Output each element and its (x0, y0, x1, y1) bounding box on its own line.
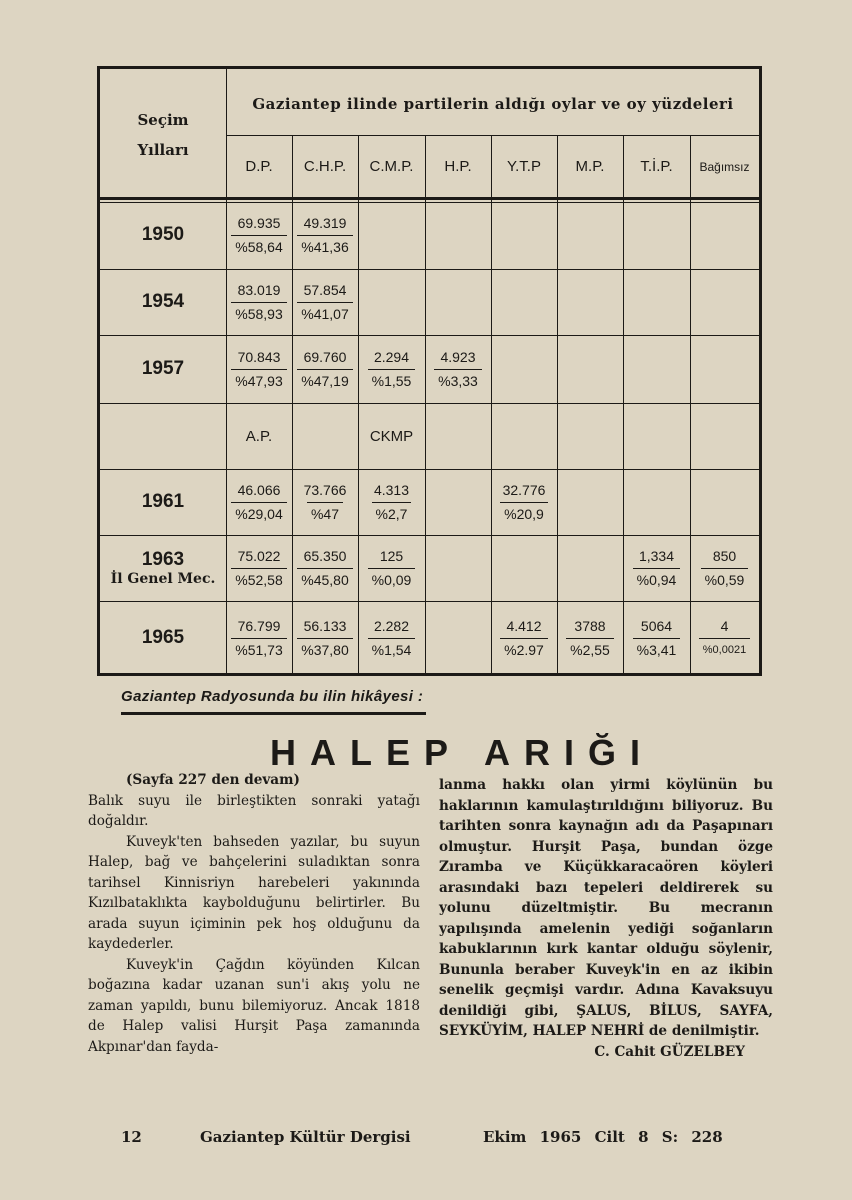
vote-count: 4.412 (506, 617, 542, 634)
party-header: C.M.P. (369, 158, 414, 175)
party-rename-ckmp: CKMP (369, 427, 414, 445)
table-rule (226, 69, 227, 673)
issue-info: Ekim 1965 Cilt 8 S: 228 (483, 1128, 723, 1146)
page-number: 12 (121, 1128, 142, 1146)
vote-cell (292, 201, 358, 269)
vote-cell (623, 535, 690, 601)
table-rule (623, 135, 624, 673)
vote-count: 75.022 (237, 547, 281, 564)
election-year: 1961 (141, 491, 185, 512)
vote-count: 4.923 (440, 348, 476, 365)
vote-cell (690, 601, 759, 675)
election-year: 1963 (141, 549, 185, 570)
article-paragraph: Kuveyk'in Çağdın köyünden Kılcan boğazına kadar uzanan sun'i akış yolu ne zaman yapıldı, bunu bilemiyoruz. Ancak 1818 de Halep valisi Hurşit Paşa zamanında Akpınar'dan fayda- (88, 956, 420, 1055)
vote-count: 57.854 (303, 281, 347, 298)
vote-percentage: %2,55 (566, 638, 614, 662)
section-underline (121, 712, 426, 715)
vote-percentage: %45,80 (297, 568, 352, 592)
election-year-cell (100, 269, 226, 335)
vote-percentage: %51,73 (231, 638, 286, 662)
vote-cell (226, 535, 292, 601)
year-column-header (100, 69, 226, 201)
election-type: İl Genel Mec. (110, 571, 216, 587)
vote-cell (358, 335, 425, 403)
table-rule (690, 135, 691, 673)
election-year: 1957 (141, 358, 185, 379)
vote-count: 73.766 (303, 481, 347, 498)
vote-count: 5064 (640, 617, 673, 634)
vote-cell (358, 535, 425, 601)
table-title-cell (228, 73, 758, 135)
author-signature: C. Cahit GÜZELBEY (594, 1043, 745, 1060)
party-header: C.H.P. (303, 158, 347, 175)
party-header: Bağımsız (699, 159, 750, 174)
year-header-line2: Yılları (137, 141, 189, 159)
table-rule (491, 135, 492, 673)
vote-count: 1,334 (638, 547, 675, 564)
vote-count: 69.760 (303, 348, 347, 365)
vote-cell (292, 335, 358, 403)
vote-percentage: %2.97 (500, 638, 548, 662)
vote-cell (226, 201, 292, 269)
vote-percentage: %3,33 (434, 369, 482, 393)
vote-count: 3788 (574, 617, 606, 634)
article-paragraph: lanma hakkı olan yirmi köylünün bu haklarının kamulaştırıldığını biliyoruz. Bu tarihten sonra kaynağın adı da Paşapınarı olmuştur. Hurşit Paşa, bundan özge Zıramba ve Küçükkaracaören köyleri arasındaki bazı tepeleri deldirerek su yolunu düzeltmiştir. Bu mecranın yapılışında amelenin yediği soğanların kabuklarının kırk kantar olduğu söylenir, Bununla beraber Kuveyk'in en az ikibin senelik geçmişi vardır. Adına Kavaksuyu denildiği gibi, ŞALUS, BİLUS, SAYFA, SEYKÜYİM, HALEP NEHRİ de denilmiştir. (439, 777, 773, 1039)
party-header: D.P. (245, 158, 273, 175)
vote-percentage: %41,07 (297, 302, 352, 326)
vote-cell (226, 335, 292, 403)
vote-cell (226, 269, 292, 335)
vote-percentage: %1,55 (368, 369, 416, 393)
vote-count: 4.313 (373, 481, 410, 498)
election-year-cell (100, 601, 226, 675)
election-year-cell (100, 335, 226, 403)
vote-percentage: %37,80 (297, 638, 352, 662)
vote-percentage: %3,41 (633, 638, 681, 662)
vote-count: 46.066 (237, 481, 281, 498)
article-paragraph: Kuveyk'ten bahseden yazılar, bu suyun Halep, bağ ve bahçelerini suladıktan sonra tarihsel Kinnisriyn harebeleri yakınında Kızılbataklıkta kaybolduğunu belirtirler. Bu arada suyun içiminin pek hoş olduğunu da kaydederler. (88, 833, 420, 952)
vote-percentage: %1,54 (368, 638, 416, 662)
vote-percentage: %0,09 (368, 568, 416, 592)
vote-cell (226, 469, 292, 535)
vote-count: 76.799 (237, 617, 281, 634)
magazine-name: Gaziantep Kültür Dergisi (200, 1128, 411, 1146)
party-header: M.P. (575, 158, 605, 175)
table-title: Gaziantep ilinde partilerin aldığı oylar ve oy yüzdeleri (252, 95, 734, 113)
party-header: H.P. (444, 158, 472, 175)
article-column-right (439, 775, 773, 1062)
election-year-cell (100, 201, 226, 269)
table-rule (100, 403, 759, 404)
vote-count: 49.319 (303, 214, 347, 231)
radio-section-label: Gaziantep Radyosunda bu ilin hikâyesi : (121, 688, 424, 705)
party-rename-ap: A.P. (245, 427, 273, 445)
vote-count: 2.282 (373, 617, 410, 634)
vote-cell (557, 601, 623, 675)
vote-cell (358, 601, 425, 675)
party-header: T.İ.P. (640, 158, 673, 175)
table-rule (100, 202, 759, 203)
vote-percentage: %47 (307, 502, 343, 526)
vote-cell (425, 335, 491, 403)
vote-percentage: %58,64 (231, 235, 286, 259)
vote-count: 69.935 (237, 214, 281, 231)
party-header: Y.T.P (507, 158, 541, 175)
table-rule (557, 135, 558, 673)
vote-cell (690, 535, 759, 601)
vote-count: 4 (720, 617, 729, 634)
table-rule (100, 269, 759, 270)
vote-cell (292, 469, 358, 535)
article-paragraph: Balık suyu ile birleştikten sonraki yatağı doğaldır. (88, 792, 420, 829)
vote-count: 70.843 (237, 348, 281, 365)
vote-percentage: %52,58 (231, 568, 286, 592)
vote-cell (226, 601, 292, 675)
table-rule (358, 135, 359, 673)
election-year-cell (100, 469, 226, 535)
table-rule (100, 335, 759, 336)
election-year-cell (100, 535, 226, 601)
table-rule (100, 469, 759, 470)
table-rule (100, 535, 759, 536)
vote-cell (292, 601, 358, 675)
year-header-line1: Seçim (137, 111, 189, 129)
vote-percentage: %47,19 (297, 369, 352, 393)
vote-cell (292, 269, 358, 335)
vote-cell (292, 535, 358, 601)
vote-percentage: %29,04 (231, 502, 286, 526)
continued-note: (Sayfa 227 den devam) (126, 772, 300, 788)
election-year: 1965 (141, 627, 185, 648)
vote-count: 125 (379, 547, 404, 564)
vote-percentage: %47,93 (231, 369, 286, 393)
vote-count: 65.350 (303, 547, 347, 564)
vote-percentage: %0,0021 (699, 638, 750, 662)
vote-percentage: %41,36 (297, 235, 352, 259)
vote-cell (623, 601, 690, 675)
election-results-table (97, 66, 762, 676)
vote-percentage: %2,7 (372, 502, 412, 526)
table-rule (100, 197, 759, 200)
vote-percentage: %0,94 (633, 568, 681, 592)
election-year: 1950 (141, 224, 185, 245)
table-rule (226, 135, 759, 136)
vote-count: 2.294 (373, 348, 410, 365)
table-rule (292, 135, 293, 673)
vote-cell (491, 469, 557, 535)
article-headline: HALEP ARIĞI (270, 732, 655, 773)
table-rule (100, 601, 759, 602)
vote-count: 56.133 (303, 617, 347, 634)
table-rule (425, 135, 426, 673)
vote-count: 32.776 (502, 481, 546, 498)
vote-percentage: %0,59 (701, 568, 749, 592)
vote-percentage: %20,9 (500, 502, 548, 526)
vote-cell (491, 601, 557, 675)
election-year: 1954 (141, 291, 185, 312)
vote-count: 850 (712, 547, 737, 564)
article-column-left (88, 770, 420, 1057)
vote-cell (358, 469, 425, 535)
vote-count: 83.019 (237, 281, 281, 298)
vote-percentage: %58,93 (231, 302, 286, 326)
